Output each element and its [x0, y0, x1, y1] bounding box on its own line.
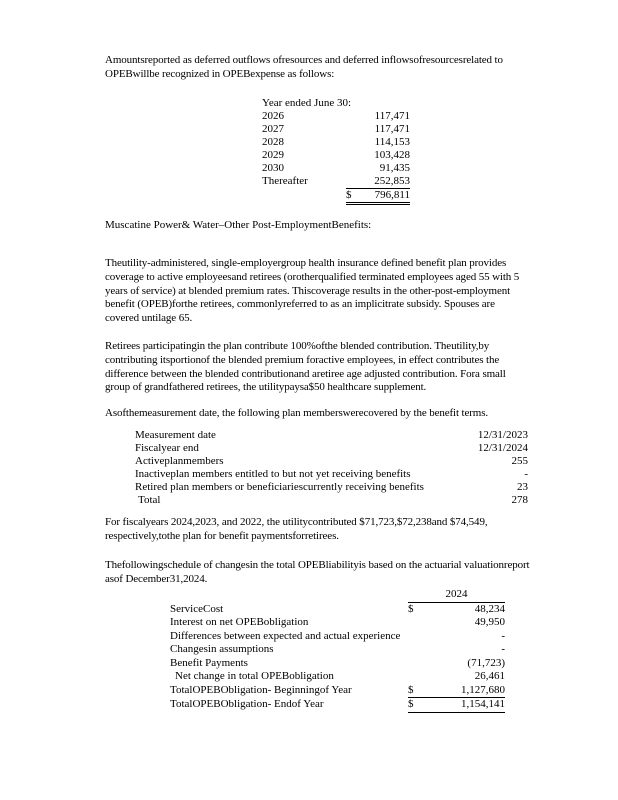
schedule-intro-paragraph: Thefollowingschedule of changesin the total OPEBliabilityis based on the actuarial valuationreport asof December31,2024.	[105, 559, 530, 585]
value-cell	[408, 670, 505, 684]
row-value: 12/31/2023	[477, 429, 528, 441]
table-row	[262, 136, 410, 149]
row-label: Net change in total OPEBobligation	[175, 670, 334, 682]
currency-symbol: $	[408, 698, 414, 710]
amount-value: 117,471	[374, 110, 410, 122]
table-row	[170, 603, 505, 617]
table-total-row	[170, 698, 505, 713]
year-label: Thereafter	[262, 175, 308, 187]
currency-symbol: $	[408, 602, 414, 615]
value-cell	[408, 603, 505, 617]
opeb-expense-schedule-table	[262, 97, 410, 205]
amount-value: 49,950	[474, 616, 505, 628]
table-row	[135, 455, 528, 468]
value-cell	[408, 630, 505, 644]
amount-value: 103,428	[374, 149, 410, 161]
row-value: 12/31/2024	[477, 442, 528, 454]
table-row	[262, 162, 410, 175]
plan-description-paragraph: Theutility-administered, single-employergroup health insurance defined benefit plan provides coverage to active employeesand retirees (orotherqualified terminated employees aged 55 with 5 years of service) at blended premium rates. Thiscoverage results in the other-post-employment benefit (OPEB)forthe retirees, commonlyreferred to as an implicitrate subsidy. Spouses are covered untilage 65.	[105, 257, 520, 325]
row-value: 23	[517, 481, 528, 493]
amount-value: 117,471	[374, 123, 410, 135]
value-cell	[408, 684, 505, 699]
row-label: Changesin assumptions	[170, 643, 274, 655]
value-cell	[408, 643, 505, 657]
amount-value: 26,461	[474, 670, 505, 682]
year-label: 2026	[262, 110, 284, 122]
table-row	[170, 616, 505, 630]
row-label: Fiscalyear end	[135, 442, 199, 454]
year-label: 2028	[262, 136, 284, 148]
table-header-row	[170, 588, 505, 603]
row-label: Interest on net OPEBobligation	[170, 616, 309, 628]
table-row	[262, 123, 410, 136]
intro-paragraph: Amountsreported as deferred outflows ofresources and deferred inflowsofresourcesrelated to OPEBwillbe recognized in OPEBexpense as follows:	[105, 54, 503, 80]
row-label: Activeplanmembers	[135, 455, 224, 467]
opeb-liability-changes-table	[170, 588, 505, 713]
amount-value: 252,853	[346, 175, 410, 189]
table-row	[135, 429, 528, 442]
members-intro-paragraph: Asofthemeasurement date, the following plan memberswerecovered by the benefit terms.	[105, 407, 489, 419]
row-label: TotalOPEBObligation- Beginningof Year	[170, 683, 352, 696]
value-cell	[408, 657, 505, 671]
amount-value: 114,153	[374, 136, 410, 148]
table-row	[135, 442, 528, 455]
amount-value: (71,723)	[467, 656, 505, 669]
row-label: Differences between expected and actual experience	[170, 629, 401, 642]
year-label: 2030	[262, 162, 284, 174]
table-row	[170, 643, 505, 657]
table-total-row	[262, 189, 410, 205]
table-row	[170, 657, 505, 671]
amount-value: 1,127,680	[461, 683, 505, 696]
year-label: 2029	[262, 149, 284, 161]
year-column-header: 2024	[408, 588, 505, 603]
row-label: TotalOPEBObligation- Endof Year	[170, 698, 324, 710]
table-row	[170, 670, 505, 684]
table-row	[135, 468, 528, 481]
row-value: -	[524, 468, 528, 480]
table-row	[262, 149, 410, 162]
row-value: 278	[511, 494, 528, 506]
table-total-row	[135, 494, 528, 507]
table-row	[262, 110, 410, 123]
currency-symbol: $	[346, 189, 352, 201]
row-value: 255	[511, 455, 528, 467]
row-label: Retired plan members or beneficiariescurrently receiving benefits	[135, 481, 424, 493]
amount-value: -	[501, 629, 505, 642]
row-label: Benefit Payments	[170, 656, 248, 669]
table-row	[170, 630, 505, 644]
table-caption: Year ended June 30:	[262, 97, 352, 109]
total-amount: 796,811	[374, 189, 410, 201]
plan-members-table	[135, 429, 528, 507]
table-subtotal-row	[170, 684, 505, 699]
table-row	[135, 481, 528, 494]
amount-value: -	[501, 643, 505, 655]
value-cell	[408, 616, 505, 630]
table-row	[262, 175, 410, 189]
total-cell	[346, 189, 410, 205]
row-label: Inactiveplan members entitled to but not yet receiving benefits	[135, 468, 411, 480]
contribution-paragraph: Retirees participatingin the plan contribute 100%ofthe blended contribution. Theutility,by contributing itsportionof the blended premium foractive employees, in effect contributes the difference between the blended contributionand aretiree age adjusted contribution. Fora small group of grandfathered retirees, the utilitypaysa$50 healthcare supplement.	[105, 340, 506, 394]
amount-value: 91,435	[379, 162, 410, 174]
value-cell	[408, 698, 505, 713]
year-label: 2027	[262, 123, 284, 135]
amount-value: 48,234	[474, 602, 505, 615]
section-heading: Muscatine Power& Water–Other Post-EmploymentBenefits:	[105, 219, 372, 231]
currency-symbol: $	[408, 683, 414, 696]
row-label: Measurement date	[135, 429, 216, 441]
row-label: Total	[138, 494, 161, 506]
row-label: ServiceCost	[170, 602, 224, 615]
amount-value: 1,154,141	[461, 698, 505, 710]
contributions-amounts-paragraph: For fiscalyears 2024,2023, and 2022, the utilitycontributed $71,723,$72,238and $74,549, respectively,tothe plan for benefit paymentsforretirees.	[105, 516, 488, 542]
